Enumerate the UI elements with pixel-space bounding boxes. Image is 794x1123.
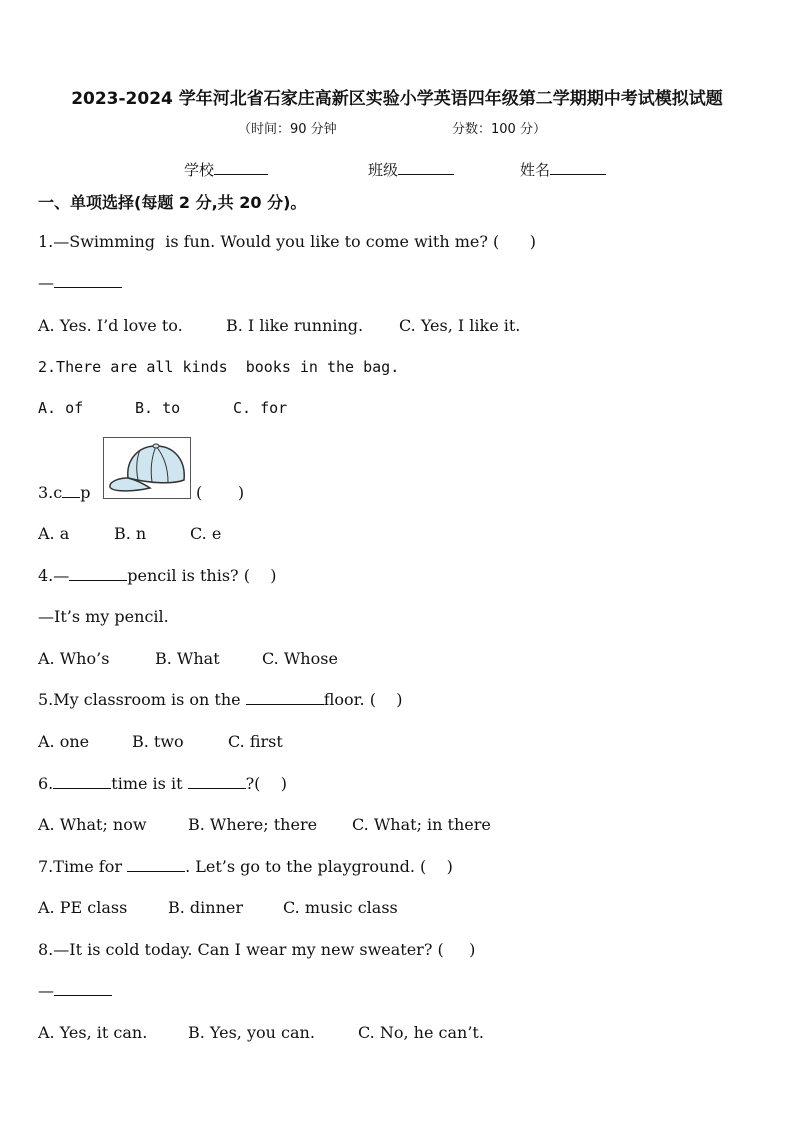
question-1-options — [38, 316, 520, 335]
question-1-reply: — — [38, 273, 122, 292]
option-c[interactable]: C. music class — [283, 898, 398, 917]
question-3-paren: ( ) — [196, 483, 245, 502]
option-a[interactable]: A. a — [38, 524, 70, 543]
question-5-stem: 5.My classroom is on the floor. ( ) — [38, 690, 403, 709]
option-c[interactable]: C. first — [228, 732, 283, 751]
option-a[interactable]: A. PE class — [38, 898, 128, 917]
class-label: 班级 — [368, 161, 399, 179]
question-4-stem: 4.— pencil is this? ( ) — [38, 566, 277, 585]
school-field — [184, 159, 268, 180]
question-6-stem: 6. time is it ?( ) — [38, 774, 287, 793]
question-5-options — [38, 732, 283, 751]
answer-blank[interactable] — [69, 566, 127, 581]
question-6-options — [38, 815, 491, 834]
option-a[interactable]: A. one — [38, 732, 90, 751]
answer-blank[interactable] — [54, 981, 112, 996]
option-a[interactable]: A. of — [38, 399, 84, 417]
score-info: 分数：100 分） — [452, 122, 546, 137]
answer-blank[interactable] — [188, 774, 246, 789]
answer-blank[interactable] — [53, 774, 111, 789]
question-7-stem: 7.Time for . Let’s go to the playground. ( ) — [38, 857, 453, 876]
cap-picture — [103, 437, 191, 499]
question-1-stem: 1.—Swimming is fun. Would you like to come with me? ( ) — [38, 232, 537, 251]
option-a[interactable]: A. Who’s — [38, 649, 110, 668]
option-c[interactable]: C. What; in there — [352, 815, 491, 834]
school-blank[interactable] — [214, 160, 268, 175]
option-b[interactable]: B. to — [135, 399, 181, 417]
class-blank[interactable] — [398, 160, 454, 175]
option-b[interactable]: B. Yes, you can. — [188, 1023, 315, 1042]
option-c[interactable]: C. for — [233, 399, 288, 417]
answer-blank[interactable] — [54, 273, 122, 288]
option-b[interactable]: B. dinner — [168, 898, 244, 917]
option-b[interactable]: B. n — [114, 524, 147, 543]
school-label: 学校 — [184, 161, 215, 179]
option-c[interactable]: C. Whose — [262, 649, 338, 668]
question-4-options — [38, 649, 338, 668]
question-2-stem: 2.There are all kinds books in the bag. — [38, 358, 400, 376]
option-c[interactable]: C. e — [190, 524, 222, 543]
exam-title: 2023-2024 学年河北省石家庄高新区实验小学英语四年级第二学期期中考试模拟试题 — [71, 89, 723, 109]
name-blank[interactable] — [550, 160, 606, 175]
answer-blank[interactable] — [246, 690, 324, 705]
question-3-options — [38, 524, 221, 543]
question-2-options — [38, 399, 287, 417]
option-b[interactable]: B. two — [132, 732, 184, 751]
question-7-options — [38, 898, 398, 917]
option-c[interactable]: C. Yes, I like it. — [399, 316, 521, 335]
option-a[interactable]: A. Yes. I’d love to. — [38, 316, 183, 335]
baseball-cap-icon — [104, 438, 190, 498]
option-a[interactable]: A. Yes, it can. — [38, 1023, 148, 1042]
answer-blank[interactable] — [127, 857, 185, 872]
class-field — [368, 159, 454, 180]
question-3-stem: 3.c p — [38, 483, 91, 502]
option-a[interactable]: A. What; now — [38, 815, 147, 834]
section-title: 一、单项选择(每题 2 分,共 20 分)。 — [38, 193, 307, 212]
answer-blank[interactable] — [62, 483, 80, 498]
option-c[interactable]: C. No, he can’t. — [358, 1023, 484, 1042]
question-4-reply: —It’s my pencil. — [38, 607, 169, 626]
question-8-options — [38, 1023, 484, 1042]
option-b[interactable]: B. I like running. — [226, 316, 364, 335]
question-8-stem: 8.—It is cold today. Can I wear my new sweater? ( ) — [38, 940, 476, 959]
option-b[interactable]: B. What — [155, 649, 220, 668]
time-info: （时间：90 分钟 — [238, 122, 337, 137]
name-field — [520, 159, 606, 180]
option-b[interactable]: B. Where; there — [188, 815, 318, 834]
name-label: 姓名 — [520, 161, 551, 179]
question-8-reply: — — [38, 981, 112, 1000]
